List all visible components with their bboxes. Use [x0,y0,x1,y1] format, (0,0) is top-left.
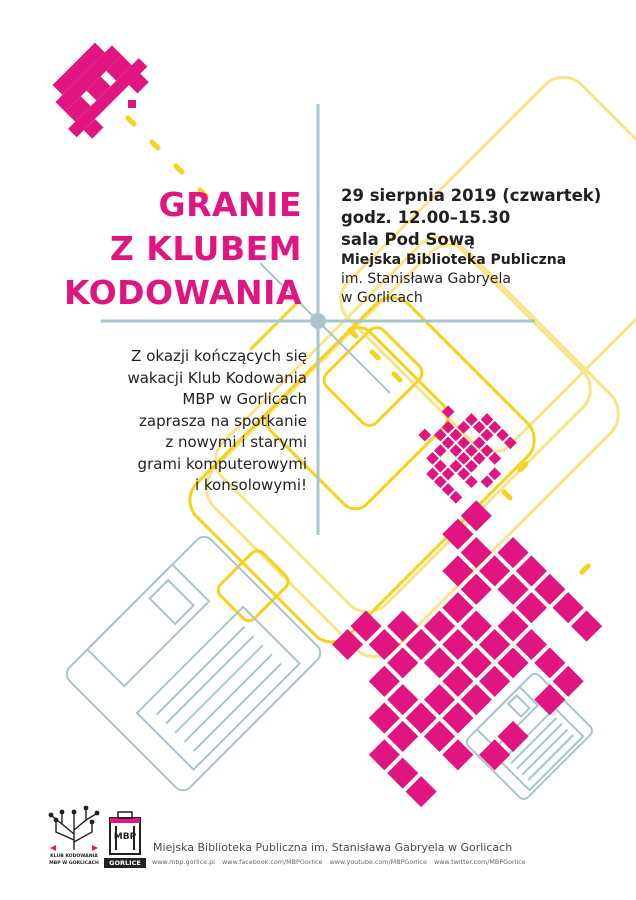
coding-club-logo [42,800,106,872]
pixel [418,429,431,442]
description-line: MBP w Gorlicach [182,390,307,408]
pixel-invader-top-left [38,28,155,145]
event-room: sala Pod Sową [341,230,476,249]
mbp-gorlice-logo [104,808,146,874]
title-line-3: KODOWANIA [64,273,302,312]
youtube-link[interactable]: www.youtube.com/MBPGorlice [329,858,427,866]
pixel [426,452,439,465]
description-line: i konsolowymi! [194,476,307,494]
pixel [465,475,478,488]
floppy-disk-large [63,533,325,795]
pixel [465,460,478,473]
pixel [465,413,478,426]
circuit-tree-icon [42,800,106,852]
pixel [481,475,494,488]
pixel [457,421,470,434]
event-details [341,185,631,308]
floppy-disk-small [464,671,594,801]
event-description [80,346,307,497]
pixel [434,460,447,473]
pixel [457,452,470,465]
description-line: wakacji Klub Kodowania [127,368,307,387]
venue-line-2: im. Stanisława Gabryela [341,271,511,287]
title-line-1: GRANIE [158,185,302,224]
pixel [473,452,486,465]
pixel [434,429,447,442]
description-line: z nowymi i starymi [165,433,307,451]
pixel-fragment [128,100,136,108]
venue-line-1: Miejska Biblioteka Publiczna [341,252,567,268]
venue-line-3: w Gorlicach [341,290,423,306]
mbp-logo-text: MBP [113,832,137,842]
pixel [488,452,501,465]
pixel [488,421,501,434]
title-line-2: Z KLUBEM [109,229,302,268]
event-date: 29 sierpnia 2019 (czwartek) [341,186,602,205]
pixel [450,460,463,473]
pixel [457,468,470,481]
pixel [434,444,447,457]
pixel [442,436,455,449]
gorlice-logo-text: GORLICE [104,858,146,868]
description-line: Z okazji kończących się [131,347,307,365]
pixel [481,429,494,442]
website-link[interactable]: www.mbp.gorlice.pl [152,858,215,866]
pixel [450,444,463,457]
footer-links [152,858,531,866]
footer-library-name: Miejska Biblioteka Publiczna im. Stanisława Gabryela w Gorlicach [153,841,513,854]
pixel [473,421,486,434]
description-line: grami komputerowymi [137,454,307,473]
facebook-link[interactable]: www.facebook.com/MBPGorlice [222,858,323,866]
description-line: zaprasza na spotkanie [139,411,307,430]
club-logo-line-2: MBP W GORLICACH [49,861,99,866]
event-title [40,183,302,315]
pixel [473,436,486,449]
club-logo-line-1: KLUB KODOWANIA [50,854,98,859]
pixel [442,468,455,481]
pixel [442,483,455,496]
pixel [481,444,494,457]
pixel [450,491,463,504]
pixel [496,429,509,442]
pixel [434,475,447,488]
event-time: godz. 12.00–15.30 [341,208,511,227]
twitter-link[interactable]: www.twitter.com/MBPGorlice [433,858,526,866]
pixel-invader-large [295,500,620,825]
pixel [488,468,501,481]
pixel [426,468,439,481]
pixel [481,413,494,426]
